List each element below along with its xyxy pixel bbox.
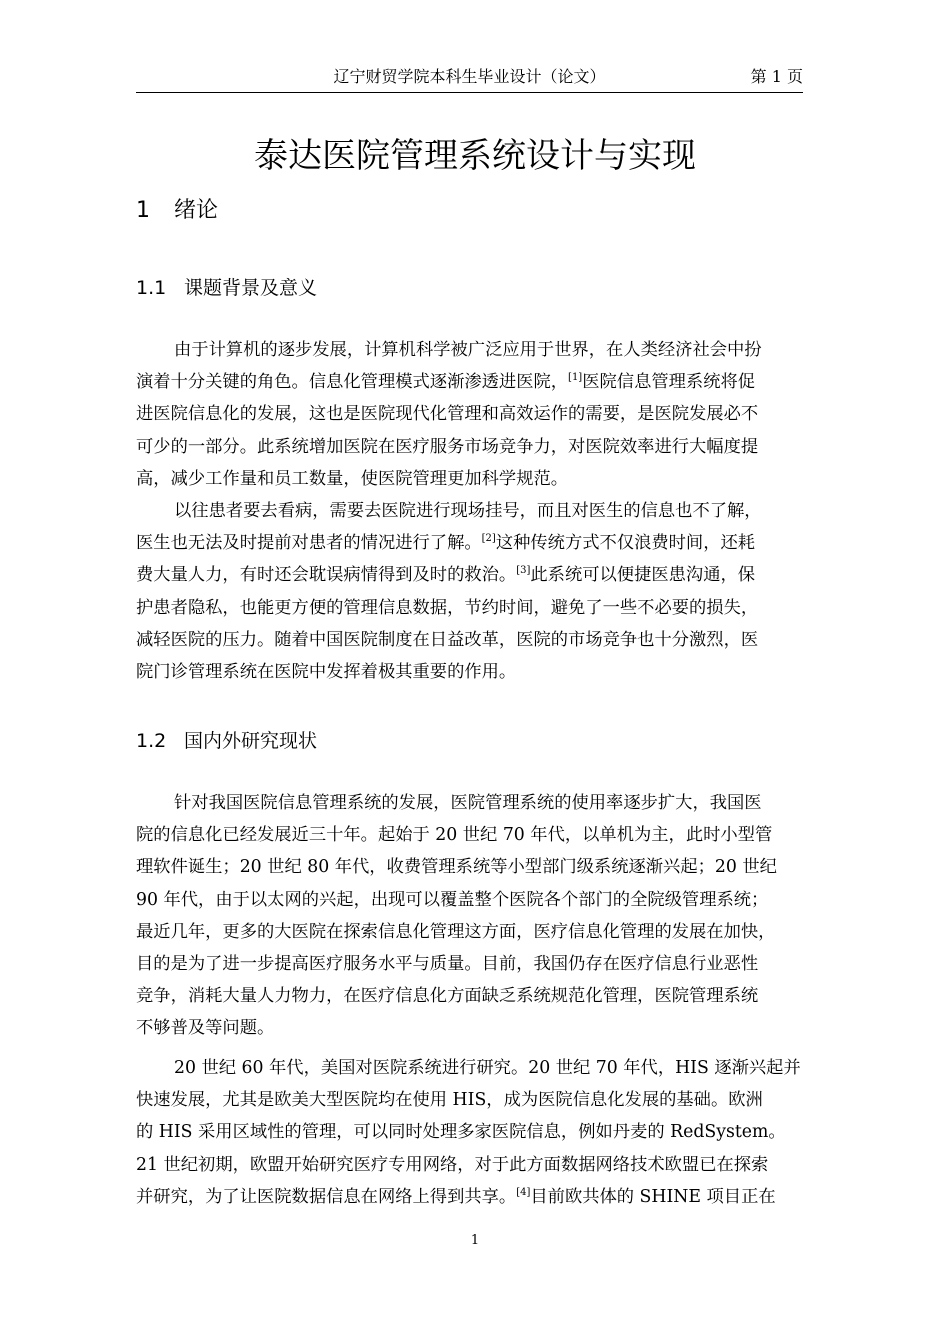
paragraph-line bbox=[136, 527, 839, 559]
paragraph-line: 可少的一部分。此系统增加医院在医疗服务市场竞争力，对医院效率进行大幅度提 bbox=[136, 436, 759, 457]
paragraph-line: 竞争，消耗大量人力物力，在医疗信息化方面缺乏系统规范化管理，医院管理系统 bbox=[136, 986, 759, 1007]
line-text: 并研究，为了让医院数据信息在网络上得到共享。 bbox=[136, 1186, 517, 1207]
paragraph bbox=[136, 334, 839, 495]
paragraph-line bbox=[136, 1181, 839, 1213]
page-number: 1 bbox=[470, 1233, 480, 1248]
line-text: 医院信息管理系统将促 bbox=[582, 372, 756, 393]
citation-ref[interactable]: [4] bbox=[516, 1186, 531, 1198]
paragraph-line: 高，减少工作量和员工数量，使医院管理更加科学规范。 bbox=[136, 468, 569, 489]
line-text: 费大量人力，有时还会耽误病情得到及时的救治。 bbox=[136, 565, 517, 586]
header-page-label: 第 1 页 bbox=[750, 67, 803, 86]
paragraph-line: 21 世纪初期，欧盟开始研究医疗专用网络，对于此方面数据网络技术欧盟已在探索 bbox=[136, 1154, 769, 1175]
paragraph-line: 护患者隐私，也能更方便的管理信息数据，节约时间，避免了一些不必要的损失， bbox=[136, 597, 759, 618]
chapter-number: 1 bbox=[136, 198, 150, 223]
document-title: 泰达医院管理系统设计与实现 bbox=[254, 136, 696, 176]
line-text: 医生也无法及时提前对患者的情况进行了解。 bbox=[136, 533, 482, 554]
paragraph-line: 90 年代，由于以太网的兴起，出现可以覆盖整个医院各个部门的全院级管理系统； bbox=[136, 889, 769, 910]
citation-ref[interactable]: [1] bbox=[568, 372, 583, 384]
section-heading-1-2 bbox=[136, 727, 317, 755]
paragraph-line: 理软件诞生；20 世纪 80 年代，收费管理系统等小型部门级系统逐渐兴起；20 世纪 bbox=[136, 857, 777, 878]
line-text: 演着十分关键的角色。信息化管理模式逐渐渗透进医院， bbox=[136, 372, 569, 393]
paragraph bbox=[136, 787, 839, 1045]
line-text: 这种传统方式不仅浪费时间，还耗 bbox=[495, 533, 756, 554]
header-institution: 辽宁财贸学院本科生毕业设计（论文） bbox=[333, 67, 606, 86]
paragraph-line: 由于计算机的逐步发展，计算机科学被广泛应用于世界，在人类经济社会中扮 bbox=[174, 340, 762, 360]
paragraph-line: 减轻医院的压力。随着中国医院制度在日益改革，医院的市场竞争也十分激烈，医 bbox=[136, 629, 759, 650]
section-number: 1.1 bbox=[136, 277, 167, 299]
section-heading-1-1 bbox=[136, 274, 317, 302]
line-text: 此系统可以便捷医患沟通，保 bbox=[530, 565, 756, 586]
paragraph-line: 院门诊管理系统在医院中发挥着极其重要的作用。 bbox=[136, 661, 517, 682]
paragraph-line: 目的是为了进一步提高医疗服务水平与质量。目前，我国仍存在医疗信息行业恶性 bbox=[136, 953, 759, 974]
paragraph-line: 针对我国医院信息管理系统的发展，医院管理系统的使用率逐步扩大，我国医 bbox=[174, 793, 762, 813]
paragraph-line: 的 HIS 采用区域性的管理，可以同时处理多家医院信息，例如丹麦的 RedSystem。 bbox=[136, 1122, 786, 1143]
citation-ref[interactable]: [3] bbox=[516, 565, 531, 577]
section-number: 1.2 bbox=[136, 730, 167, 752]
paragraph bbox=[136, 1052, 839, 1213]
citation-ref[interactable]: [2] bbox=[481, 533, 496, 545]
section-title: 国内外研究现状 bbox=[184, 730, 318, 752]
paragraph bbox=[136, 495, 839, 688]
paragraph-line: 快速发展，尤其是欧美大型医院均在使用 HIS，成为医院信息化发展的基础。欧洲 bbox=[136, 1090, 763, 1111]
chapter-heading bbox=[136, 196, 218, 226]
paragraph-line: 院的信息化已经发展近三十年。起始于 20 世纪 70 年代，以单机为主，此时小型管 bbox=[136, 825, 773, 846]
line-text: 目前欧共体的 SHINE 项目正在 bbox=[530, 1186, 776, 1207]
paragraph-line bbox=[136, 366, 839, 398]
paragraph-line: 不够普及等问题。 bbox=[136, 1018, 275, 1039]
paragraph-line: 20 世纪 60 年代，美国对医院系统进行研究。20 世纪 70 年代，HIS 逐渐兴起并 bbox=[174, 1058, 801, 1078]
chapter-title: 绪论 bbox=[174, 198, 219, 223]
paragraph-line bbox=[136, 559, 839, 591]
page-header bbox=[136, 66, 803, 93]
paragraph-line: 最近几年，更多的大医院在探索信息化管理这方面，医疗信息化管理的发展在加快， bbox=[136, 921, 776, 942]
paragraph-line: 以往患者要去看病，需要去医院进行现场挂号，而且对医生的信息也不了解， bbox=[174, 501, 762, 521]
section-title: 课题背景及意义 bbox=[184, 277, 318, 299]
paragraph-line: 进医院信息化的发展，这也是医院现代化管理和高效运作的需要，是医院发展必不 bbox=[136, 404, 759, 425]
